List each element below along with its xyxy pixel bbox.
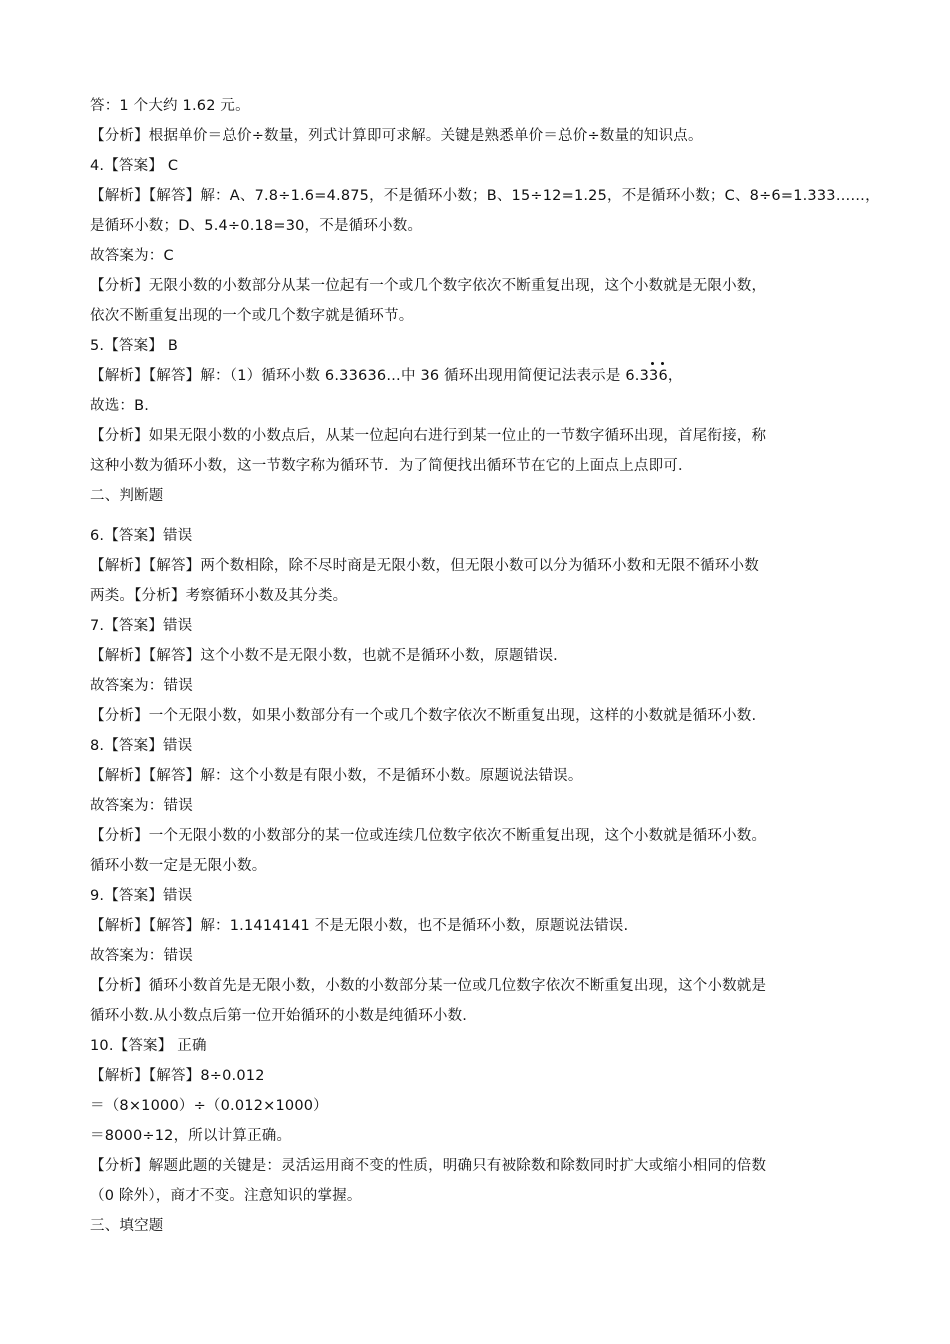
solution-text: 【解析】【解答】解：（1）循环小数 6.33636…中 36 循环出现用简便记法表示是 6.3 xyxy=(90,368,650,384)
recurring-digits-text: 36 xyxy=(649,368,668,384)
recurring-dot xyxy=(661,362,664,365)
analysis-line: 【分析】解题此题的关键是：灵活运用商不变的性质，明确只有被除数和除数同时扩大或缩小相同的倍数 xyxy=(90,1158,767,1174)
answer-heading-5: 5.【答案】 B xyxy=(90,338,178,354)
answer-line: 答：1 个大约 1.62 元。 xyxy=(90,98,250,114)
recurring-digits xyxy=(649,366,668,386)
analysis-line: 这种小数为循环小数，这一节数字称为循环节．为了简便找出循环节在它的上面点上点即可． xyxy=(90,458,693,474)
solution-line: ＝8000÷12，所以计算正确。 xyxy=(90,1128,292,1144)
answer-heading-8: 8.【答案】错误 xyxy=(90,738,193,754)
analysis-line: 【分析】一个无限小数的小数部分的某一位或连续几位数字依次不断重复出现，这个小数就是循环小数。 xyxy=(90,828,767,844)
analysis-line: 【分析】无限小数的小数部分从某一位起有一个或几个数字依次不断重复出现，这个小数就是无限小数， xyxy=(90,278,767,294)
conclusion-line: 故答案为：C xyxy=(90,248,174,264)
solution-line: 【解析】【解答】这个小数不是无限小数，也就不是循环小数，原题错误. xyxy=(90,648,558,664)
analysis-line: 【分析】一个无限小数，如果小数部分有一个或几个数字依次不断重复出现，这样的小数就是循环小数. xyxy=(90,708,757,724)
analysis-line: 循环小数一定是无限小数。 xyxy=(90,858,267,874)
answer-heading-6: 6.【答案】错误 xyxy=(90,528,193,544)
solution-line: 【解析】【解答】解：A、7.8÷1.6=4.875，不是循环小数；B、15÷12=1.25，不是循环小数；C、8÷6=1.333……， xyxy=(90,188,880,204)
answer-heading-9: 9.【答案】错误 xyxy=(90,888,193,904)
analysis-line: 【分析】如果无限小数的小数点后，从某一位起向右进行到某一位止的一节数字循环出现，首尾衔接，称 xyxy=(90,428,767,444)
answer-heading-4: 4.【答案】 C xyxy=(90,158,179,174)
answer-heading-10: 10.【答案】 正确 xyxy=(90,1038,207,1054)
answer-heading-7: 7.【答案】错误 xyxy=(90,618,193,634)
solution-line: 【解析】【解答】两个数相除，除不尽时商是无限小数，但无限小数可以分为循环小数和无限不循环小数 xyxy=(90,558,759,574)
recurring-dot xyxy=(651,362,654,365)
section-heading-judgment: 二、判断题 xyxy=(90,488,164,504)
analysis-line: （0 除外），商才不变。注意知识的掌握。 xyxy=(90,1188,362,1204)
solution-line: 两类。【分析】考察循环小数及其分类。 xyxy=(90,588,348,604)
solution-line: 【解析】【解答】解：这个小数是有限小数，不是循环小数。原题说法错误。 xyxy=(90,768,583,784)
conclusion-line: 故答案为：错误 xyxy=(90,948,193,964)
section-heading-fill: 三、填空题 xyxy=(90,1218,164,1234)
solution-line: 【解析】【解答】解：1.1414141 不是无限小数，也不是循环小数，原题说法错误. xyxy=(90,918,629,934)
conclusion-line: 故答案为：错误 xyxy=(90,798,193,814)
analysis-line: 【分析】根据单价＝总价÷数量，列式计算即可求解。关键是熟悉单价＝总价÷数量的知识点。 xyxy=(90,128,703,144)
solution-line: 是循环小数；D、5.4÷0.18=30，不是循环小数。 xyxy=(90,218,423,234)
recurring-after: ， xyxy=(667,368,683,384)
solution-line: 【解析】【解答】8÷0.012 xyxy=(90,1068,265,1084)
analysis-line: 循环小数.从小数点后第一位开始循环的小数是纯循环小数. xyxy=(90,1008,468,1024)
solution-line: ＝（8×1000）÷（0.012×1000） xyxy=(90,1098,328,1114)
conclusion-line: 故答案为：错误 xyxy=(90,678,193,694)
solution-line-recurring xyxy=(90,366,683,386)
conclusion-line: 故选：B. xyxy=(90,398,150,414)
analysis-line: 依次不断重复出现的一个或几个数字就是循环节。 xyxy=(90,308,414,324)
analysis-line: 【分析】循环小数首先是无限小数，小数的小数部分某一位或几位数字依次不断重复出现，这个小数就是 xyxy=(90,978,767,994)
